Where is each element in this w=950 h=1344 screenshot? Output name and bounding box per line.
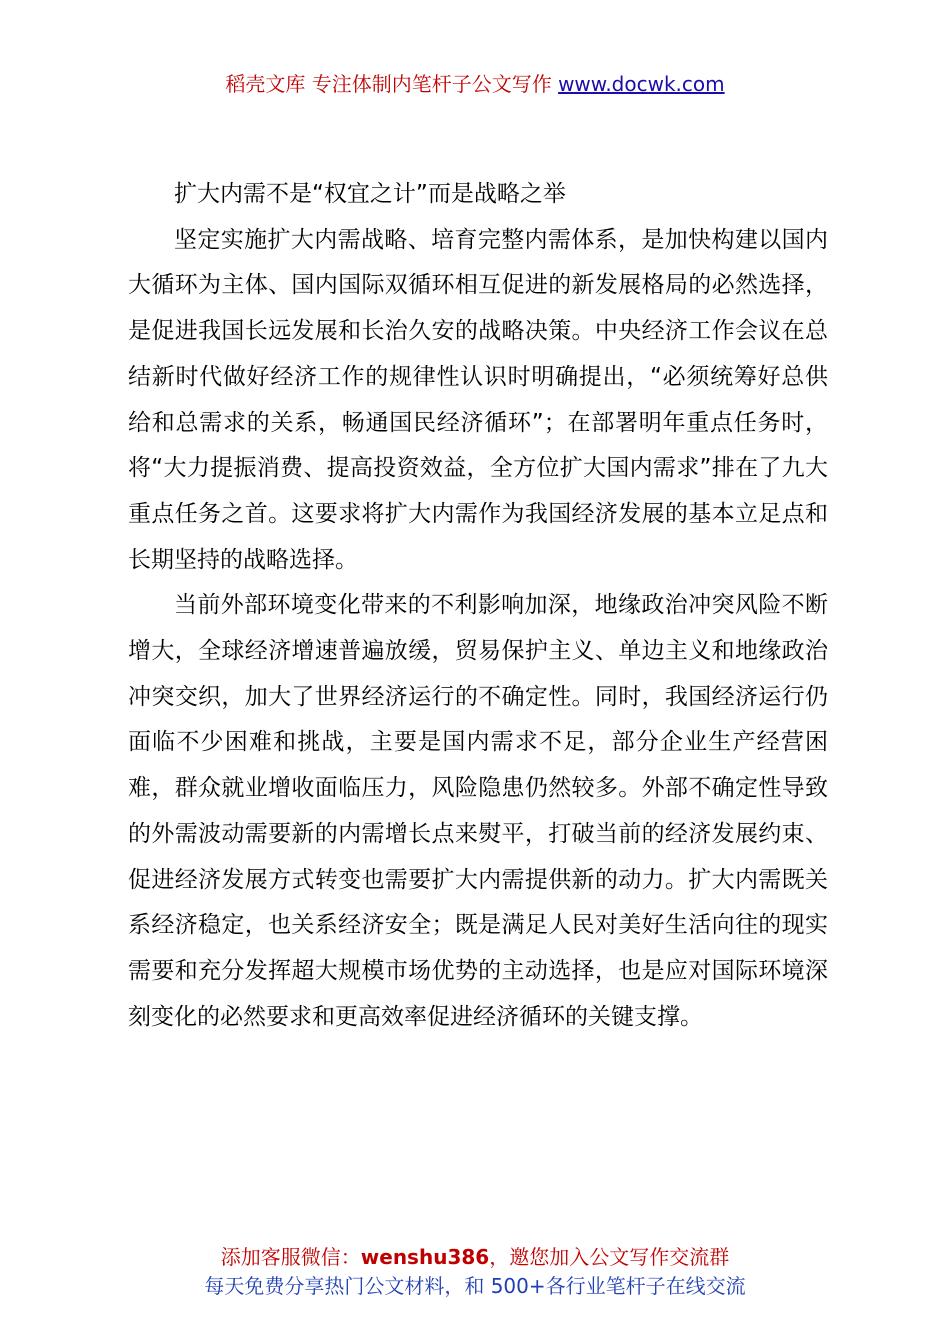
footer-contact-line	[0, 1243, 950, 1272]
paragraph-2: 当前外部环境变化带来的不利影响加深，地缘政治冲突风险不断增大，全球经济增速普遍放缓，贸易保护主义、单边主义和地缘政治冲突交织，加大了世界经济运行的不确定性。同时，我国经济运行仍面临不少困难和挑战，主要是国内需求不足，部分企业生产经营困难，群众就业增收面临压力，风险隐患仍然较多。外部不确定性导致的外需波动需要新的内需增长点来熨平，打破当前的经济发展约束、促进经济发展方式转变也需要扩大内需提供新的动力。扩大内需既关系经济稳定，也关系经济安全；既是满足人民对美好生活向往的现实需要和充分发挥超大规模市场优势的主动选择，也是应对国际环境深刻变化的必然要求和更高效率促进经济循环的关键支撑。	[128, 592, 828, 1030]
header-website-link[interactable]: www.docwk.com	[558, 72, 725, 96]
footer-contact-suffix: ，邀您加入公文写作交流群	[489, 1245, 730, 1269]
footer-contact-prefix: 添加客服微信：	[220, 1245, 361, 1269]
footer-promo-line: 每天免费分享热门公文材料，和 500+各行业笔杆子在线交流	[204, 1274, 746, 1298]
page-header	[0, 70, 950, 98]
document-body	[128, 172, 828, 1040]
article-title: 扩大内需不是“权宜之计”而是战略之举	[174, 181, 566, 207]
paragraph-1: 坚定实施扩大内需战略、培育完整内需体系，是加快构建以国内大循环为主体、国内国际双循环相互促进的新发展格局的必然选择，是促进我国长远发展和长治久安的战略决策。中央经济工作会议在总结新时代做好经济工作的规律性认识时明确提出，“必须统筹好总供给和总需求的关系，畅通国民经济循环”；在部署明年重点任务时，将“大力提振消费、提高投资效益，全方位扩大国内需求”排在了九大重点任务之首。这要求将扩大内需作为我国经济发展的基本立足点和长期坚持的战略选择。	[128, 226, 828, 573]
header-brand-text: 稻壳文库 专注体制内笔杆子公文写作	[225, 72, 552, 96]
page-footer	[0, 1243, 950, 1301]
footer-wechat-id: wenshu386	[360, 1245, 490, 1269]
